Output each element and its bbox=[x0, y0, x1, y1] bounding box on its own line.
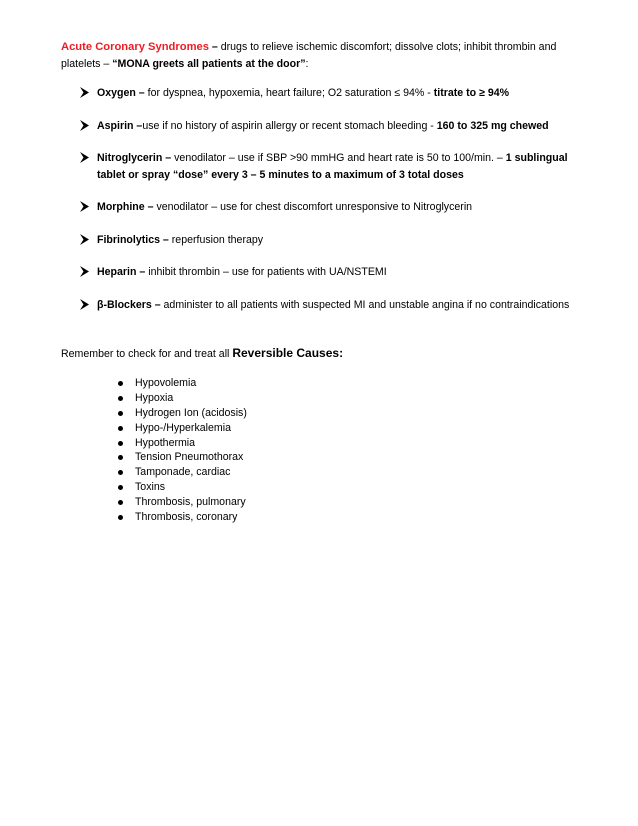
drug-item-nitroglycerin bbox=[61, 150, 598, 183]
cause-label: Hypovolemia bbox=[135, 376, 197, 389]
drug-bold: 160 to 325 mg chewed bbox=[436, 119, 549, 132]
cause-item bbox=[61, 436, 598, 451]
cause-label: Tamponade, cardiac bbox=[135, 466, 231, 479]
drug-item-aspirin bbox=[61, 118, 598, 135]
drug-item-oxygen bbox=[61, 85, 598, 102]
filled-circle-bullet-icon bbox=[118, 485, 123, 490]
drug-text: venodilator – use if SBP >90 mmHG and heart rate is 50 to 100/min. – bbox=[171, 152, 506, 164]
cause-item bbox=[61, 391, 598, 406]
drug-list bbox=[61, 85, 598, 313]
cause-label: Thrombosis, coronary bbox=[135, 511, 238, 524]
cause-item bbox=[61, 376, 598, 391]
drug-text: administer to all patients with suspected MI and unstable angina if no contraindications bbox=[160, 298, 570, 311]
filled-circle-bullet-icon bbox=[118, 515, 123, 520]
cause-label: Toxins bbox=[135, 481, 166, 494]
drug-item-heparin bbox=[61, 264, 598, 281]
drug-name: Fibrinolytics – bbox=[97, 233, 169, 246]
cause-label: Hypothermia bbox=[135, 436, 196, 449]
arrowhead-bullet-icon bbox=[79, 200, 90, 213]
drug-bold: titrate to ≥ 94% bbox=[433, 87, 510, 99]
filled-circle-bullet-icon bbox=[118, 500, 123, 505]
intro-text: drugs to relieve ischemic discomfort; dissolve clots; inhibit thrombin and platelets – bbox=[61, 41, 557, 70]
drug-text: inhibit thrombin – use for patients with UA/NSTEMI bbox=[145, 266, 387, 278]
filled-circle-bullet-icon bbox=[118, 426, 123, 431]
cause-item bbox=[61, 465, 598, 480]
cause-item bbox=[61, 406, 598, 421]
mona-phrase: “MONA greets all patients at the door” bbox=[112, 58, 306, 70]
drug-name: Heparin – bbox=[97, 266, 146, 278]
arrowhead-bullet-icon bbox=[79, 119, 90, 132]
drug-text: reperfusion therapy bbox=[168, 233, 264, 246]
filled-circle-bullet-icon bbox=[118, 381, 123, 386]
drug-text: use if no history of aspirin allergy or recent stomach bleeding - bbox=[142, 119, 437, 132]
remember-text: Remember to check for and treat all bbox=[61, 348, 233, 360]
filled-circle-bullet-icon bbox=[118, 396, 123, 401]
drug-item-fibrinolytics bbox=[61, 232, 598, 249]
cause-item bbox=[61, 480, 598, 495]
cause-item bbox=[61, 510, 598, 525]
cause-label: Tension Pneumothorax bbox=[135, 451, 244, 464]
arrowhead-bullet-icon bbox=[79, 298, 90, 311]
arrowhead-bullet-icon bbox=[79, 265, 90, 278]
filled-circle-bullet-icon bbox=[118, 411, 123, 416]
filled-circle-bullet-icon bbox=[118, 441, 123, 446]
filled-circle-bullet-icon bbox=[118, 455, 123, 460]
remember-paragraph bbox=[61, 344, 598, 363]
drug-item-beta-blockers bbox=[61, 297, 598, 314]
reversible-causes-list bbox=[61, 376, 598, 525]
drug-name: Morphine – bbox=[97, 201, 154, 213]
arrowhead-bullet-icon bbox=[79, 86, 90, 99]
cause-label: Thrombosis, pulmonary bbox=[135, 496, 246, 509]
cause-label: Hydrogen Ion (acidosis) bbox=[135, 406, 247, 419]
section-title: Acute Coronary Syndromes bbox=[61, 41, 209, 53]
intro-tail: : bbox=[305, 58, 309, 70]
cause-item bbox=[61, 421, 598, 436]
drug-text: for dyspnea, hypoxemia, heart failure; O2 saturation ≤ 94% - bbox=[144, 87, 434, 99]
filled-circle-bullet-icon bbox=[118, 470, 123, 475]
title-dash: – bbox=[208, 41, 221, 53]
arrowhead-bullet-icon bbox=[79, 233, 90, 246]
cause-item bbox=[61, 495, 598, 510]
reversible-causes-heading: Reversible Causes: bbox=[232, 346, 344, 360]
intro-paragraph bbox=[61, 39, 598, 73]
drug-name: Nitroglycerin – bbox=[97, 152, 172, 164]
drug-name: Oxygen – bbox=[97, 87, 145, 99]
cause-label: Hypoxia bbox=[135, 391, 174, 404]
arrowhead-bullet-icon bbox=[79, 151, 90, 164]
drug-bold: 1 sublingual tablet or spray “dose” every 3 – 5 minutes to a maximum of 3 total doses bbox=[97, 152, 568, 181]
cause-item bbox=[61, 450, 598, 465]
cause-label: Hypo-/Hyperkalemia bbox=[135, 421, 231, 434]
drug-text: venodilator – use for chest discomfort unresponsive to Nitroglycerin bbox=[153, 201, 473, 213]
drug-name: Aspirin – bbox=[97, 119, 143, 132]
drug-item-morphine bbox=[61, 199, 598, 216]
drug-name: β-Blockers – bbox=[97, 298, 161, 311]
